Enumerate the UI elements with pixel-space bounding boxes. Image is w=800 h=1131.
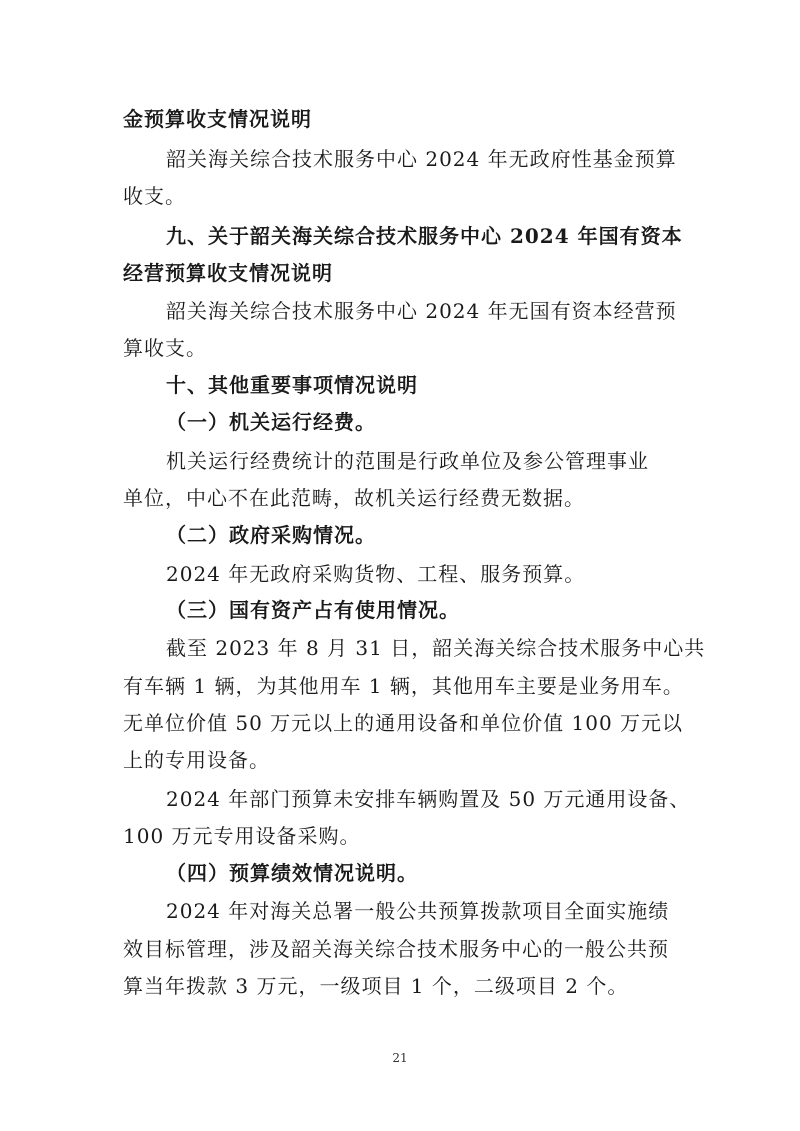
paragraph-line: 机关运行经费统计的范围是行政单位及参公管理事业 — [166, 449, 649, 473]
paragraph-line: 韶关海关综合技术服务中心 2024 年无国有资本经营预 — [166, 299, 677, 323]
section-heading-9: 九、关于韶关海关综合技术服务中心 2024 年国有资本 — [166, 224, 683, 248]
paragraph-line: 算当年拨款 3 万元，一级项目 1 个，二级项目 2 个。 — [123, 974, 629, 998]
paragraph-line: 无单位价值 50 万元以上的通用设备和单位价值 100 万元以 — [123, 711, 684, 735]
section-heading-9-continuation: 经营预算收支情况说明 — [123, 261, 333, 285]
paragraph-line: 韶关海关综合技术服务中心 2024 年无政府性基金预算 — [166, 147, 677, 171]
paragraph-line: 2024 年对海关总署一般公共预算拨款项目全面实施绩 — [166, 899, 670, 923]
section-heading-continuation: 金预算收支情况说明 — [123, 107, 312, 131]
paragraph-line: 算收支。 — [123, 336, 207, 360]
paragraph-line: 截至 2023 年 8 月 31 日，韶关海关综合技术服务中心共 — [166, 636, 706, 660]
subsection-heading-2: （二）政府采购情况。 — [166, 523, 376, 547]
paragraph-line: 2024 年无政府采购货物、工程、服务预算。 — [166, 562, 586, 586]
paragraph-line: 100 万元专用设备采购。 — [123, 824, 361, 848]
paragraph-line: 单位，中心不在此范畴，故机关运行经费无数据。 — [123, 486, 585, 510]
subsection-heading-4: （四）预算绩效情况说明。 — [166, 861, 418, 885]
subsection-heading-3: （三）国有资产占有使用情况。 — [166, 598, 460, 622]
paragraph-line: 有车辆 1 辆，为其他用车 1 辆，其他用车主要是业务用车。 — [123, 674, 684, 698]
paragraph-line: 上的专用设备。 — [123, 748, 270, 772]
paragraph-line: 收支。 — [123, 184, 186, 208]
paragraph-line: 效目标管理，涉及韶关海关综合技术服务中心的一般公共预 — [123, 937, 669, 961]
section-heading-10: 十、其他重要事项情况说明 — [166, 373, 418, 397]
paragraph-line: 2024 年部门预算未安排车辆购置及 50 万元通用设备、 — [166, 787, 691, 811]
page-number: 21 — [392, 1051, 408, 1065]
subsection-heading-1: （一）机关运行经费。 — [166, 410, 376, 434]
